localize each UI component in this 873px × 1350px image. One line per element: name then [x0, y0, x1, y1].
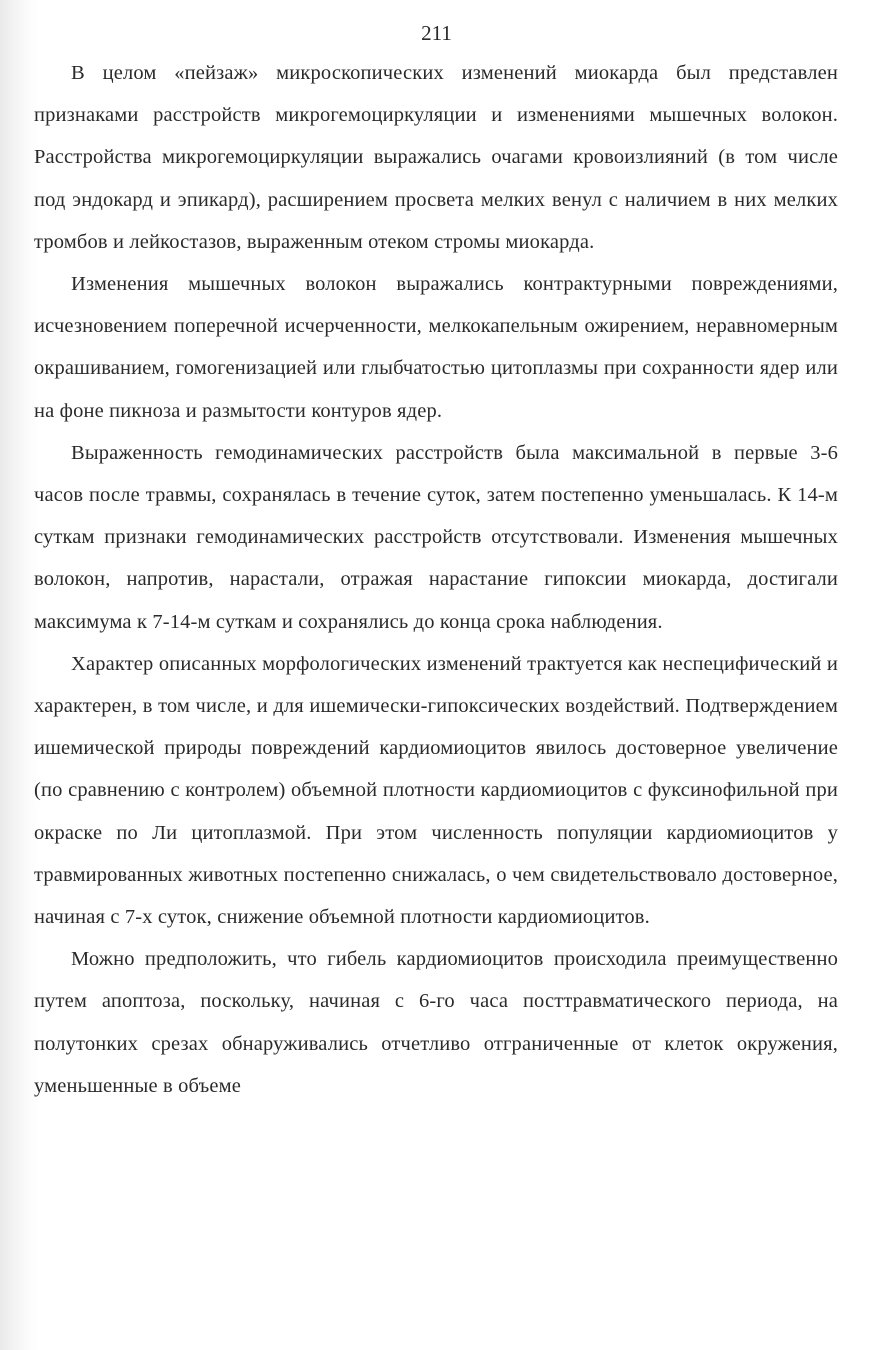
paragraph-apoptosis: Можно предположить, что гибель кардиомиоцитов происходила преимущественно путем апоптоза, поскольку, начиная с 6-го часа посттравматического периода, на полутонких срезах обнаруживались отчетливо отграниченные от клеток окружения, уменьшенные в объеме: [34, 948, 838, 1097]
paragraph-ischemic-nature: Характер описанных морфологических изменений трактуется как неспецифический и характерен, в том числе, и для ишемически-гипоксических воздействий. Подтверждением ишемической природы повреждений кардиомиоцитов явилось достоверное увеличение (по сравнению с контролем) объемной плотности кардиомиоцитов с фуксинофильной при окраске по Ли цитоплазмой. При этом численность популяции кардиомиоцитов у травмированных животных постепенно снижалась, о чем свидетельствовало достоверное, начиная с 7-х суток, снижение объемной плотности кардиомиоцитов.: [34, 652, 838, 929]
document-body: [34, 52, 838, 1107]
page-number: 211: [421, 21, 452, 45]
paragraph-muscle-fiber-changes: Изменения мышечных волокон выражались контрактурными повреждениями, исчезновением поперечной исчерченности, мелкокапельным ожирением, неравномерным окрашиванием, гомогенизацией или глыбчатостью цитоплазмы при сохранности ядер или на фоне пикноза и размытости контуров ядер.: [34, 273, 838, 422]
paragraph-hemodynamic-dynamics: Выраженность гемодинамических расстройств была максимальной в первые 3-6 часов после травмы, сохранялась в течение суток, затем постепенно уменьшалась. К 14-м суткам признаки гемодинамических расстройств отсутствовали. Изменения мышечных волокон, напротив, нарастали, отражая нарастание гипоксии миокарда, достигали максимума к 7-14-м суткам и сохранялись до конца срока наблюдения.: [34, 441, 838, 633]
paragraph-microcirculation: В целом «пейзаж» микроскопических изменений миокарда был представлен признаками расстройств микрогемоциркуляции и изменениями мышечных волокон. Расстройства микрогемоциркуляции выражались очагами кровоизлияний (в том числе под эндокард и эпикард), расширением просвета мелких венул с наличием в них мелких тромбов и лейкостазов, выраженным отеком стромы миокарда.: [34, 62, 838, 253]
